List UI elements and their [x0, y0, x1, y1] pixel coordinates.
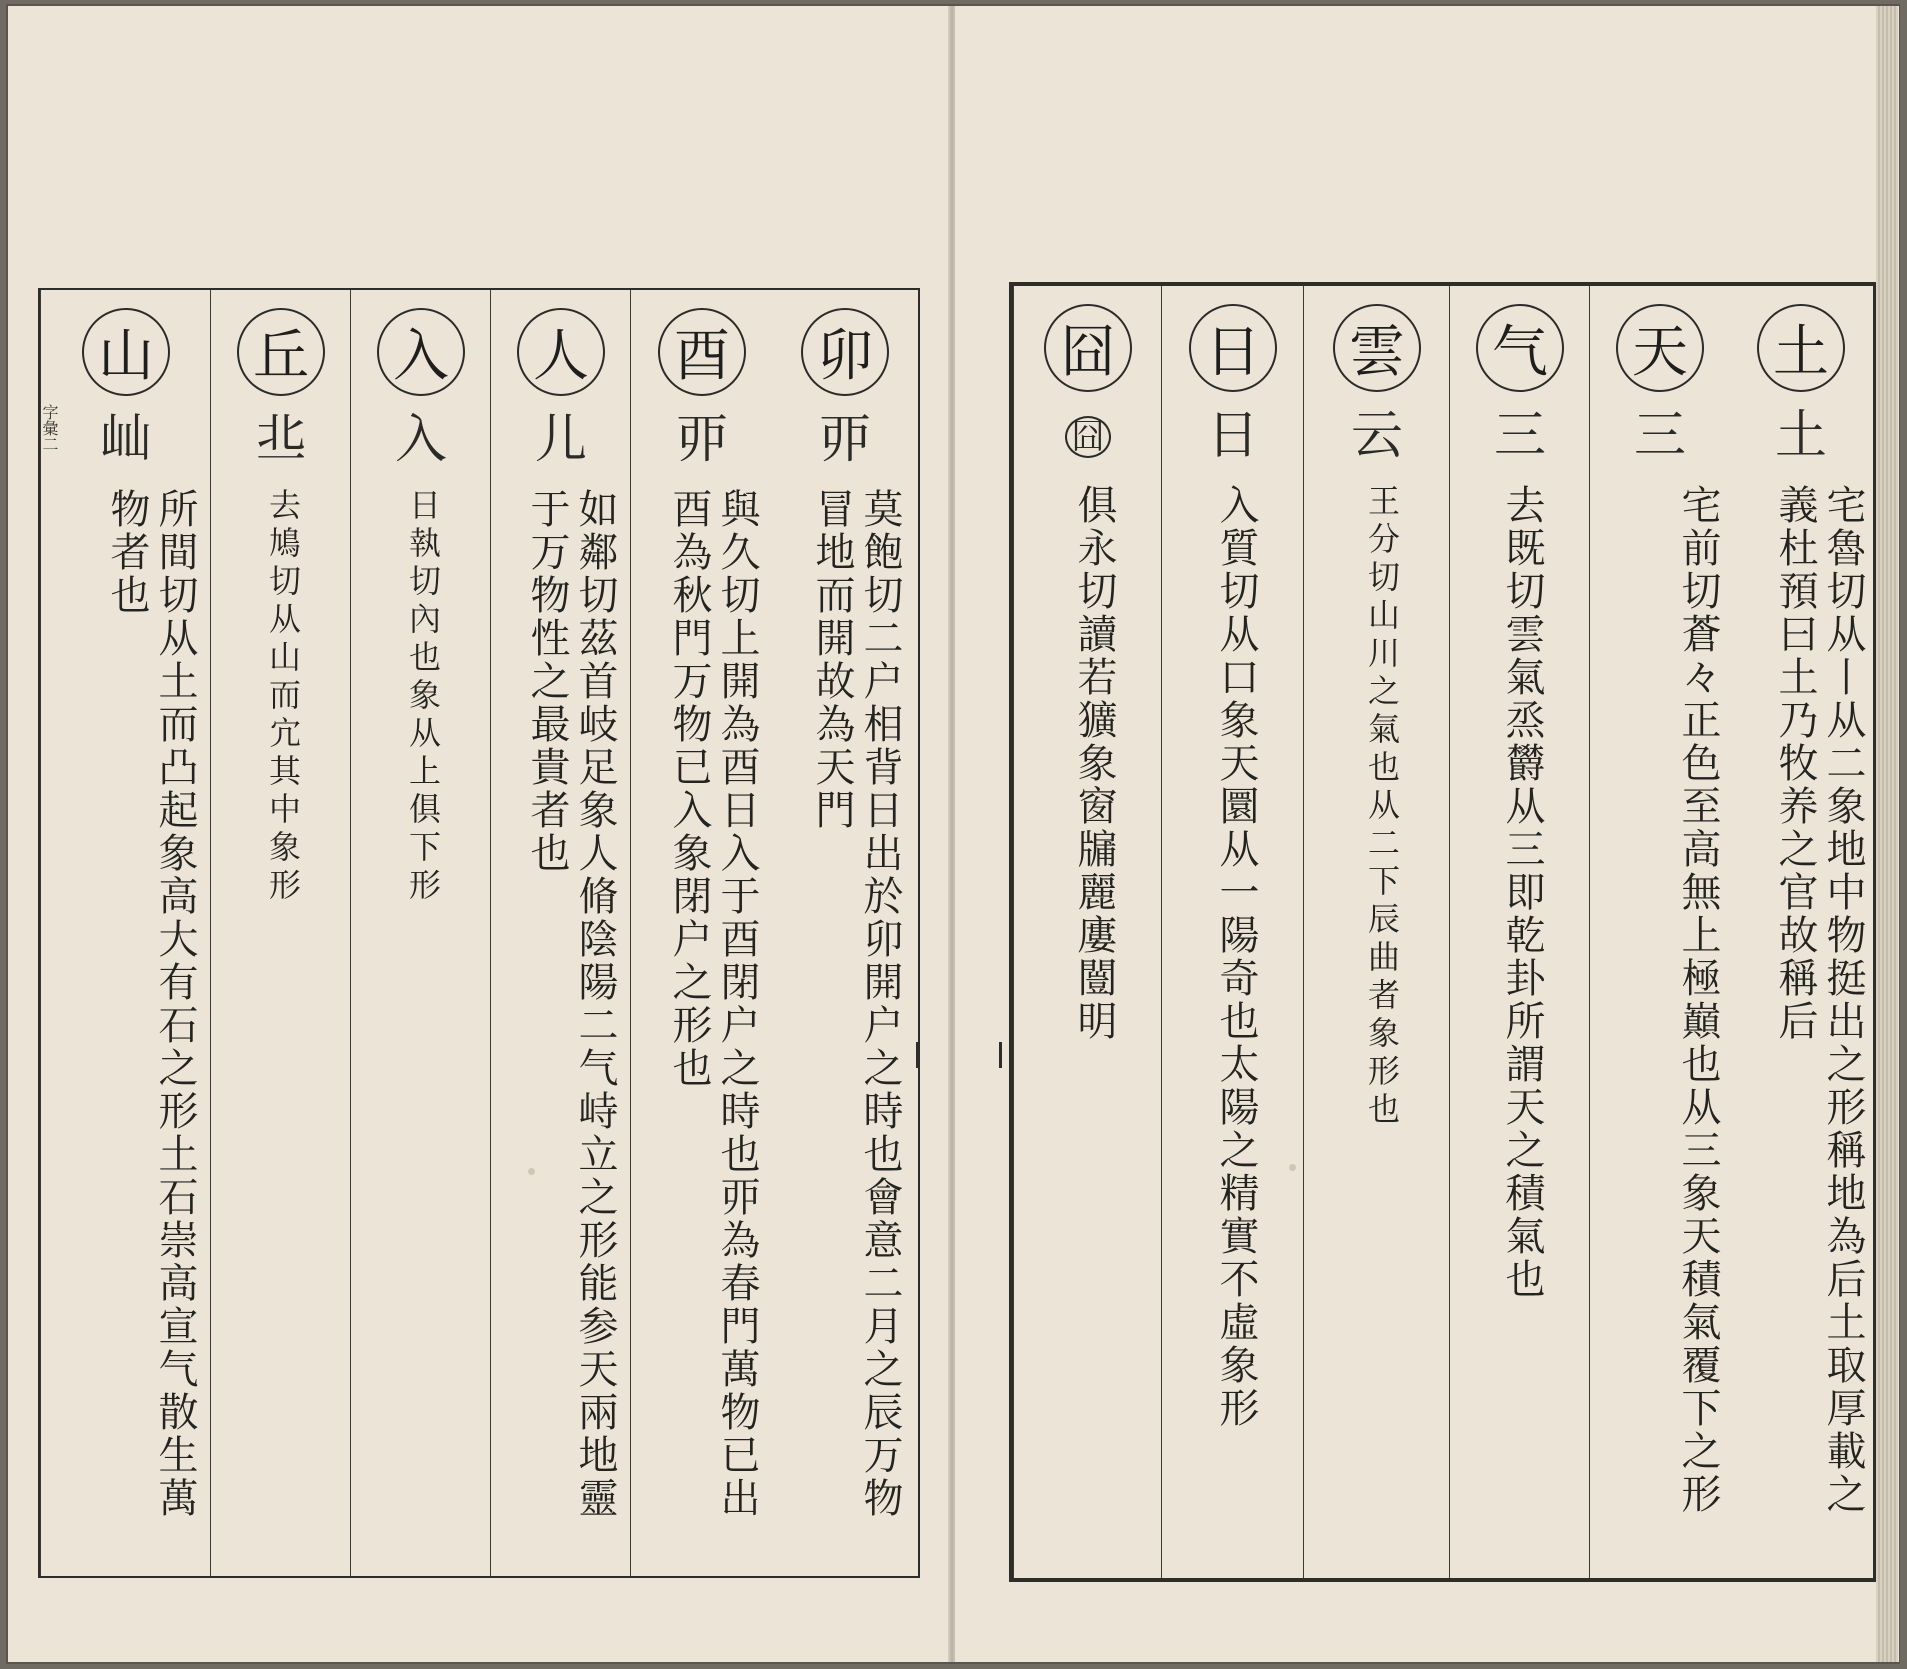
right-frame — [1009, 282, 1877, 1582]
entry-column — [1449, 286, 1590, 1578]
head-character: 天 — [1616, 304, 1704, 392]
entry-column — [1589, 286, 1730, 1578]
seal-character: 屾 — [99, 410, 153, 470]
gloss-text: 去既切雲氣烝欝从三即乾卦所謂天之積氣也 — [1499, 484, 1545, 1301]
seal-character: 日 — [1206, 406, 1260, 466]
seal-character: 丣 — [818, 410, 872, 470]
gloss-text: 與久切上開為酉日入于酉閉户之時也丣為春門萬物已出酉為秋門万物已入象閉户之形也 — [666, 488, 760, 1520]
seal-character: 儿 — [534, 410, 588, 470]
gloss-text: 宅前切蒼々正色至高無上極巔也从三象天積氣覆下之形 — [1675, 484, 1721, 1516]
seal-character: 丣 — [675, 410, 729, 470]
seal-character: 入 — [394, 410, 448, 470]
paper-blemish — [528, 1168, 535, 1175]
entry-column — [1729, 286, 1873, 1578]
spine-label: 字彙二 — [40, 404, 59, 452]
paper-blemish — [1289, 1164, 1296, 1171]
left-frame — [38, 288, 920, 1578]
entry-column — [40, 290, 211, 1576]
left-page — [8, 6, 951, 1662]
page-edges — [1876, 6, 1898, 1662]
gloss-text: 去鳩切从山而宂其中象形 — [264, 488, 302, 906]
fold-mark — [916, 1042, 919, 1068]
gloss-text: 莫飽切二户相背日出於卯開户之時也會意二月之辰万物冒地而開故為天門 — [809, 488, 903, 1520]
head-character: 囧 — [1044, 304, 1132, 392]
head-character: 酉 — [658, 308, 746, 396]
head-character: 土 — [1757, 304, 1845, 392]
gloss-text: 王分切山川之氣也从二下辰曲者象形也 — [1363, 484, 1401, 1130]
head-character: 气 — [1476, 304, 1564, 392]
entry-column — [1013, 286, 1162, 1578]
entry-column — [350, 290, 491, 1576]
seal-character: 土 — [1774, 406, 1828, 466]
right-page — [954, 6, 1899, 1662]
entry-column — [210, 290, 351, 1576]
head-character: 山 — [82, 308, 170, 396]
fold-mark — [999, 1042, 1002, 1068]
entry-column — [1161, 286, 1304, 1578]
gloss-text: 入質切从口象天圜从一陽奇也太陽之精實不虛象形 — [1213, 484, 1259, 1430]
seal-character: 三 — [1633, 406, 1687, 466]
gloss-text: 宅魯切从丨从二象地中物挺出之形稱地為后土取厚載之義杜預曰土乃牧养之官故稱后 — [1772, 484, 1866, 1516]
entry-column — [1303, 286, 1450, 1578]
entry-column — [630, 290, 773, 1576]
entry-column — [490, 290, 631, 1576]
head-character: 入 — [377, 308, 465, 396]
head-character: 日 — [1189, 304, 1277, 392]
seal-character: 囧 — [1065, 416, 1111, 458]
gloss-text: 所間切从土而凸起象高大有石之形土石崇高宣气散生萬物者也 — [104, 488, 198, 1520]
gloss-text: 如鄰切茲首岐足象人脩陰陽二气峙立之形能参天兩地靈于万物性之最貴者也 — [524, 488, 618, 1520]
seal-character: 三 — [1493, 406, 1547, 466]
head-character: 雲 — [1333, 304, 1421, 392]
gloss-text: 俱永切讀若獷象窗牖麗廔闓明 — [1071, 484, 1117, 1043]
open-book — [8, 6, 1898, 1662]
seal-character: 云 — [1350, 406, 1404, 466]
head-character: 卯 — [801, 308, 889, 396]
gloss-text: 日執切內也象从上俱下形 — [404, 488, 442, 906]
head-character: 人 — [517, 308, 605, 396]
seal-character: 丠 — [254, 410, 308, 470]
entry-column — [772, 290, 918, 1576]
head-character: 丘 — [237, 308, 325, 396]
